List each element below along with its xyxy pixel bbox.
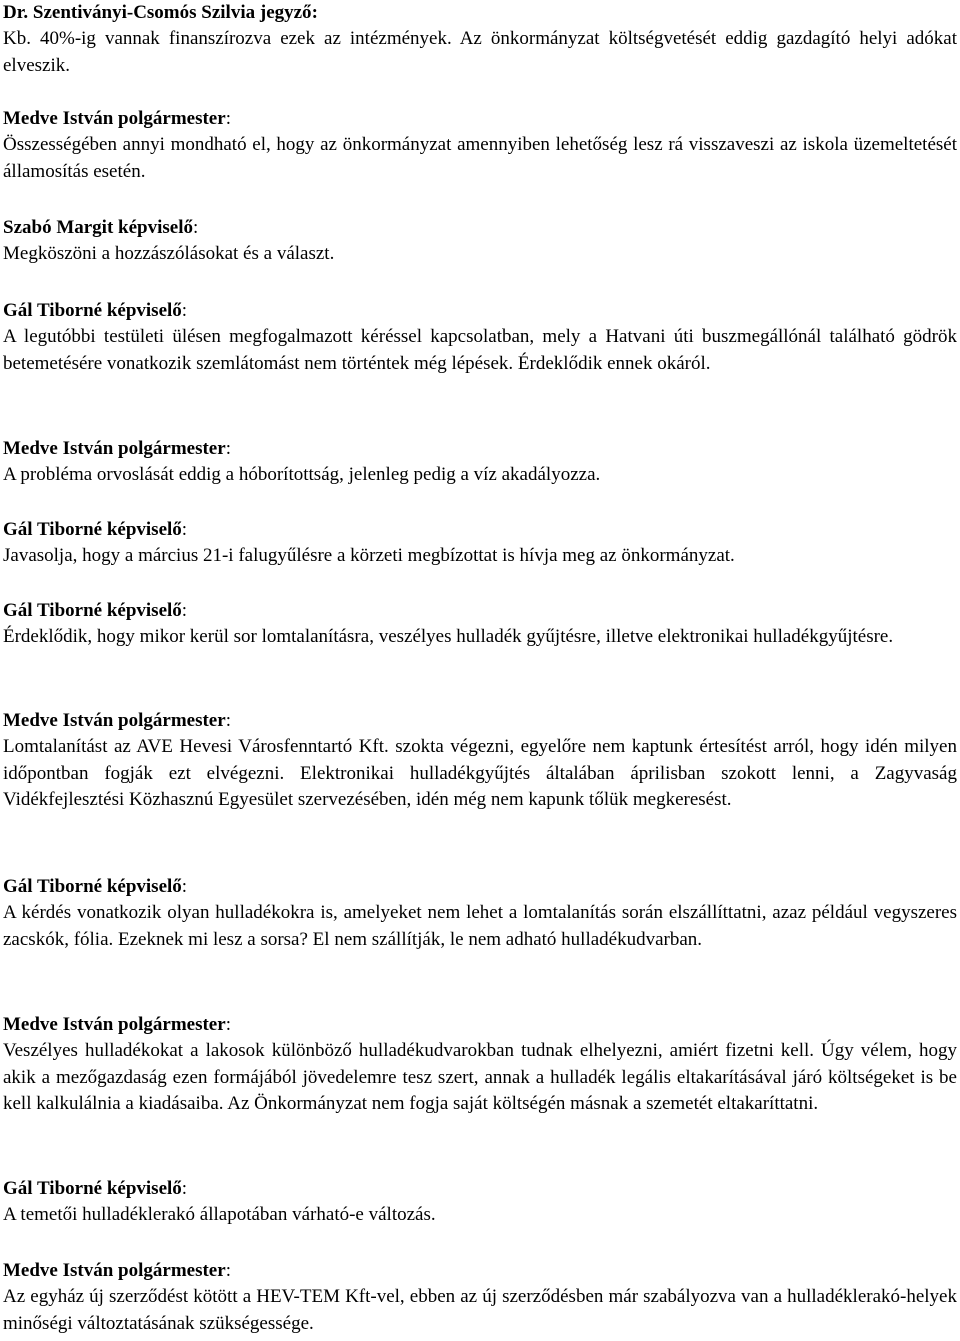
speaker-name: Gál Tiborné képviselő xyxy=(3,519,182,540)
speaker-colon: : xyxy=(193,217,199,238)
speaker-name: Medve István polgármester xyxy=(3,108,226,129)
speaker-name: Gál Tiborné képviselő xyxy=(3,876,182,897)
speaker-name: Gál Tiborné képviselő xyxy=(3,300,182,321)
speaker-line xyxy=(3,598,957,624)
minutes-entry xyxy=(3,1176,957,1229)
speaker-colon: : xyxy=(225,438,231,459)
minutes-entry xyxy=(3,1258,957,1337)
speaker-colon: : xyxy=(181,519,188,540)
speaker-name: Medve István polgármester xyxy=(3,1014,226,1035)
statement-text: Megköszöni a hozzászólásokat és a választ. xyxy=(3,243,335,264)
speaker-line xyxy=(3,1258,957,1284)
speaker-name: Dr. Szentiványi-Csomós Szilvia jegyző xyxy=(3,2,312,23)
statement-text: A temetői hulladéklerakó állapotában várható-e változás. xyxy=(3,1204,436,1225)
speaker-name: Medve István polgármester xyxy=(3,438,226,459)
speaker-line xyxy=(3,1012,957,1038)
speaker-colon: : xyxy=(225,1260,231,1281)
speaker-name: Szabó Margit képviselő xyxy=(3,217,193,238)
statement-text: A legutóbbi testületi ülésen megfogalmazott kéréssel kapcsolatban, mely a Hatvani úti buszmegállónál található gödrök betemetésére vonatkozik szemlátomást nem történtek még lépések. Érdeklődik ennek okáról. xyxy=(3,326,957,374)
statement-text: Lomtalanítást az AVE Hevesi Városfenntartó Kft. szokta végezni, egyelőre nem kaptunk értesítést arról, hogy idén milyen időpontban fogják ezt elvégezni. Elektronikai hulladékgyűjtés általában áprilisban szokott lenni, a Zagyvaság Vidékfejlesztési Közhasznú Egyesület szervezésében, idén még nem kapunk tőlük megkeresést. xyxy=(3,736,957,810)
speaker-colon: : xyxy=(225,108,231,129)
minutes-entry xyxy=(3,106,957,185)
speaker-name: Gál Tiborné képviselő xyxy=(3,1178,182,1199)
speaker-colon: : xyxy=(181,1178,188,1199)
statement-text: Kb. 40%-ig vannak finanszírozva ezek az intézmények. Az önkormányzat költségvetését eddig gazdagító helyi adókat elveszik. xyxy=(3,28,957,76)
minutes-entry xyxy=(3,874,957,953)
minutes-entry xyxy=(3,215,957,268)
speaker-line xyxy=(3,215,957,241)
statement-text: Veszélyes hulladékokat a lakosok különböző hulladékudvarokban tudnak elhelyezni, amiért fizetni kell. Úgy vélem, hogy akik a mezőgazdaság ezen formájából jövedelemre tesz szert, annak a hulladék legális eltakarításával járó költségeket is be kell kalkulálnia a kiadásaiba. Az Önkormányzat nem fogja saját költségén másnak a szemetét eltakaríttatni. xyxy=(3,1040,957,1114)
minutes-entry xyxy=(3,598,957,651)
minutes-entry xyxy=(3,298,957,377)
speaker-colon: : xyxy=(181,876,188,897)
statement-text: Az egyház új szerződést kötött a HEV-TEM Kft-vel, ebben az új szerződésben már szabályozva van a hulladéklerakó-helyek minőségi változtatásának szükségessége. xyxy=(3,1286,957,1334)
statement-text: Érdeklődik, hogy mikor kerül sor lomtalanításra, veszélyes hulladék gyűjtésre, illetve elektronikai hulladékgyűjtésre. xyxy=(3,626,894,647)
minutes-entry xyxy=(3,708,957,814)
speaker-line xyxy=(3,436,957,462)
minutes-entry xyxy=(3,0,957,79)
minutes-entry xyxy=(3,517,957,570)
speaker-line xyxy=(3,298,957,324)
speaker-line xyxy=(3,517,957,543)
speaker-name: Medve István polgármester xyxy=(3,1260,226,1281)
minutes-entry xyxy=(3,436,957,489)
speaker-line xyxy=(3,106,957,132)
statement-text: Összességében annyi mondható el, hogy az önkormányzat amennyiben lehetőség lesz rá visszaveszi az iskola üzemeltetését államosítás esetén. xyxy=(3,134,957,182)
speaker-line xyxy=(3,1176,957,1202)
speaker-line xyxy=(3,708,957,734)
minutes-entry xyxy=(3,1012,957,1118)
speaker-colon: : xyxy=(181,300,188,321)
speaker-line xyxy=(3,0,957,26)
statement-text: Javasolja, hogy a március 21-i falugyűlésre a körzeti megbízottat is hívja meg az önkormányzat. xyxy=(3,545,735,566)
speaker-colon: : xyxy=(225,710,231,731)
speaker-colon: : xyxy=(225,1014,231,1035)
speaker-line xyxy=(3,874,957,900)
statement-text: A probléma orvoslását eddig a hóborítottság, jelenleg pedig a víz akadályozza. xyxy=(3,464,601,485)
speaker-colon: : xyxy=(311,2,318,23)
statement-text: A kérdés vonatkozik olyan hulladékokra is, amelyeket nem lehet a lomtalanítás során elszállíttatni, azaz például vegyszeres zacskók, fólia. Ezeknek mi lesz a sorsa? El nem szállítják, le nem adható hulladékudvarban. xyxy=(3,902,957,950)
speaker-name: Gál Tiborné képviselő xyxy=(3,600,182,621)
speaker-colon: : xyxy=(181,600,188,621)
speaker-name: Medve István polgármester xyxy=(3,710,226,731)
